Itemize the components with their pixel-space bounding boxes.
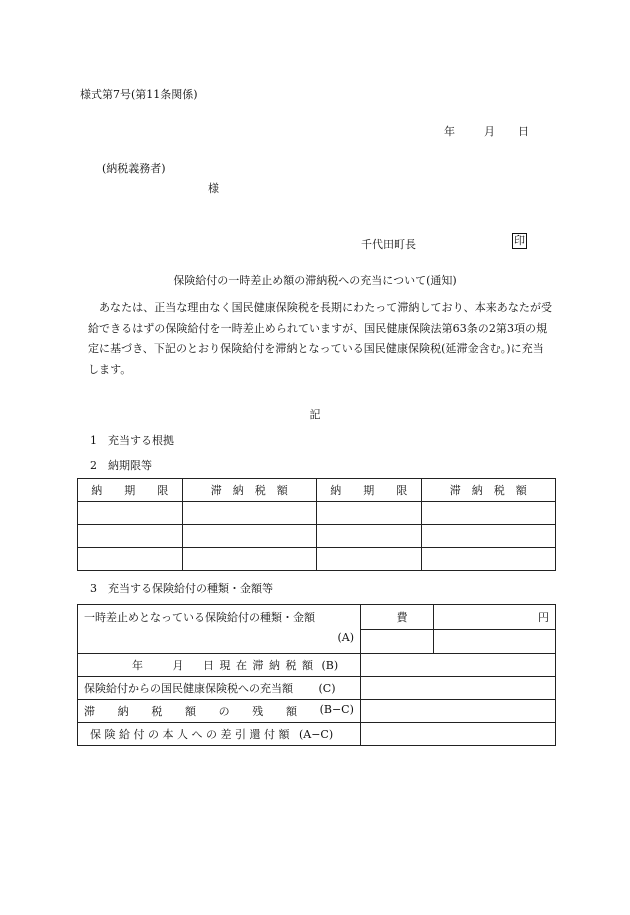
row4-label-cell	[78, 700, 361, 723]
row5-code: (A−C)	[298, 728, 334, 741]
table-cell[interactable]	[182, 502, 316, 525]
row4-char: 滞	[84, 705, 95, 718]
table-row	[78, 700, 556, 723]
document-body: あなたは、正当な理由なく国民健康保険税を長期にわたって滞納しており、本来あなたが受給できるはずの保険給付を一時差止められていますが、国民健康保険法第63条の2第3項の規定に基づき、下記のとおり保険給付を滞納となっている国民健康保険税(延滞金含む。)に充当します。	[88, 301, 553, 376]
row2-text: 日 現 在 滞 納 税 額	[203, 659, 314, 672]
recipient-label: (納税義務者)	[102, 162, 166, 175]
table-row	[78, 723, 556, 746]
header-due-date-2: 納 期 限	[316, 479, 421, 502]
table-header-row	[78, 479, 556, 502]
benefit-amount-cell-2[interactable]	[434, 629, 556, 654]
row2-value-cell[interactable]	[361, 654, 556, 677]
row2-month: 月	[172, 659, 184, 672]
row3-label-cell	[78, 677, 361, 700]
row1-code: (A)	[337, 631, 354, 644]
table-row	[78, 548, 556, 571]
row4-char: 額	[184, 705, 196, 718]
date-year: 年	[444, 125, 455, 138]
benefit-type-cell[interactable]	[361, 605, 434, 630]
table-cell[interactable]	[78, 525, 183, 548]
table-cell[interactable]	[316, 548, 421, 571]
benefit-table	[77, 604, 556, 746]
ki-heading: 記	[309, 408, 321, 421]
table-cell[interactable]	[182, 548, 316, 571]
section-3-heading: 3 充当する保険給付の種類・金額等	[90, 582, 273, 595]
row5-label-cell	[78, 723, 361, 746]
row4-value-cell[interactable]	[361, 700, 556, 723]
date-day: 日	[518, 125, 529, 138]
row2-code: (B)	[321, 659, 339, 672]
row3-value-cell[interactable]	[361, 677, 556, 700]
table-row	[78, 525, 556, 548]
form-number: 様式第7号(第11条関係)	[80, 88, 198, 101]
table-cell[interactable]	[421, 502, 555, 525]
row4-label	[84, 703, 354, 719]
document-title: 保険給付の一時差止め額の滞納税への充当について(通知)	[173, 274, 457, 287]
date-month: 月	[484, 125, 495, 138]
row3-code: (C)	[318, 682, 336, 695]
row1-hi: 費	[396, 610, 408, 624]
row2-year: 年	[132, 659, 143, 672]
section-1-heading: 1 充当する根拠	[90, 434, 174, 447]
row4-char: 税	[151, 705, 163, 718]
recipient-honorific: 様	[208, 182, 219, 195]
row4-char: 残	[252, 705, 264, 718]
row1-yen: 円	[538, 610, 549, 624]
table-row	[78, 502, 556, 525]
row4-char: 納	[117, 705, 129, 718]
row4-code: (B−C)	[319, 703, 354, 716]
due-date-table	[77, 478, 556, 571]
seal-mark: 印	[514, 234, 525, 247]
row5-value-cell[interactable]	[361, 723, 556, 746]
benefit-type-cell-2[interactable]	[361, 629, 434, 654]
row1-label: 一時差止めとなっている保険給付の種類・金額	[84, 611, 315, 624]
header-delinquent-1: 滞 納 税 額	[182, 479, 316, 502]
header-delinquent-2: 滞 納 税 額	[421, 479, 555, 502]
row4-char: の	[218, 705, 230, 718]
row4-char: 額	[285, 705, 297, 718]
row5-text: 保 険 給 付 の 本 人 へ の 差 引 還 付 額	[90, 728, 290, 741]
table-cell[interactable]	[182, 525, 316, 548]
table-cell[interactable]	[316, 525, 421, 548]
header-due-date-1: 納 期 限	[78, 479, 183, 502]
table-cell[interactable]	[316, 502, 421, 525]
table-row	[78, 654, 556, 677]
benefit-amount-cell[interactable]	[434, 605, 556, 630]
row2-label-cell	[78, 654, 361, 677]
row1-label-cell	[78, 605, 361, 654]
table-row	[78, 677, 556, 700]
table-cell[interactable]	[78, 502, 183, 525]
row3-text: 保険給付からの国民健康保険税への充当額	[84, 682, 293, 695]
issuer-name: 千代田町長	[361, 238, 416, 251]
table-cell[interactable]	[78, 548, 183, 571]
table-row	[78, 605, 556, 630]
section-2-heading: 2 納期限等	[90, 459, 152, 472]
table-cell[interactable]	[421, 548, 555, 571]
table-cell[interactable]	[421, 525, 555, 548]
